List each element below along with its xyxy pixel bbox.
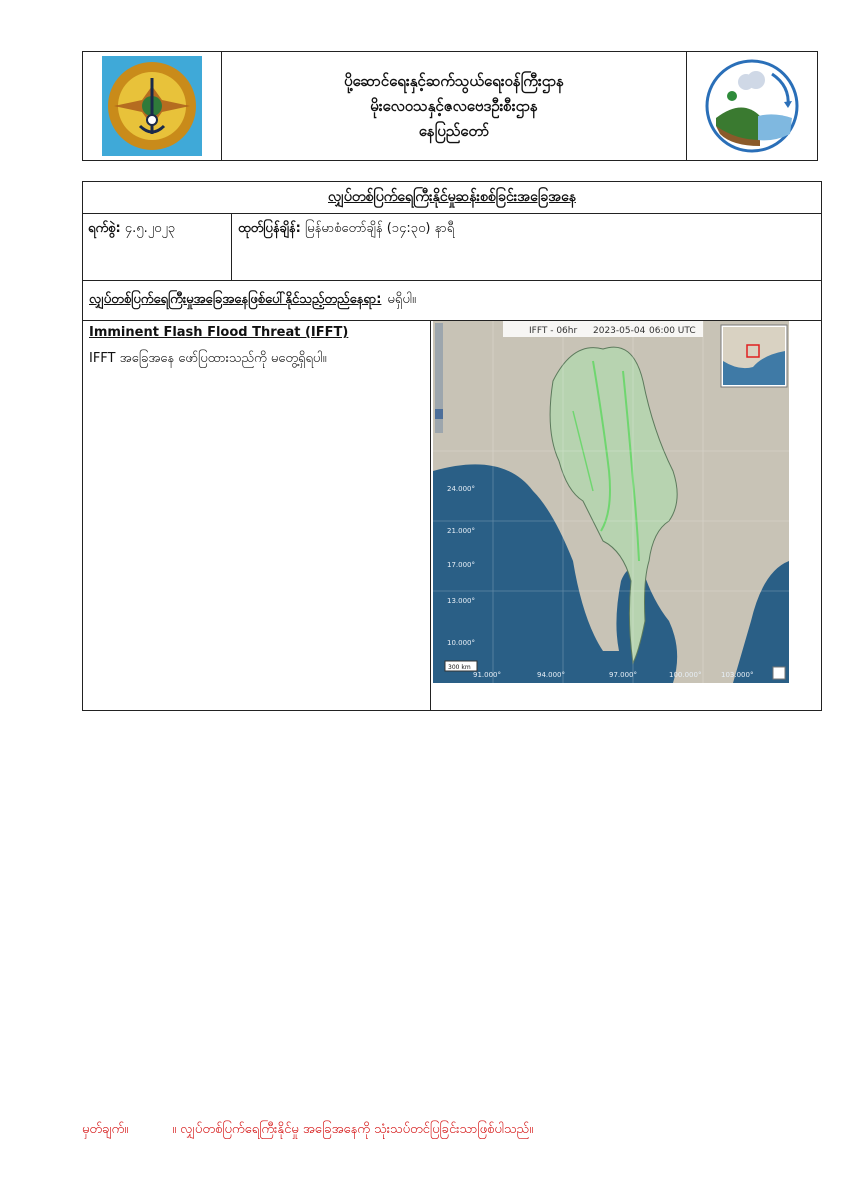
issue-time-value: မြန်မာစံတော်ချိန် (၁၄:၃၀) နာရီ: [305, 221, 455, 236]
ifft-description-cell: [83, 321, 431, 710]
lon-label: 103.000°: [721, 671, 754, 679]
report-title-row: [83, 182, 821, 214]
status-value: မရှိပါ။: [387, 292, 416, 307]
lat-label: 21.000°: [447, 527, 475, 535]
status-label: လျှပ်တစ်ပြက်ရေကြီးမှုအခြေအနေဖြစ်ပေါ်နိုင်သည့်တည်နေရာ:: [89, 292, 382, 307]
map-cell: [431, 321, 821, 710]
location-name: နေပြည်တော်: [418, 121, 490, 140]
date-value: ၄.၅.၂၀၂၃: [124, 221, 176, 236]
lon-label: 94.000°: [537, 671, 565, 679]
lon-label: 91.000°: [473, 671, 501, 679]
lat-label: 24.000°: [447, 485, 475, 493]
footer-note-text: ။ လျှပ်တစ်ပြက်ရေကြီးနိုင်မှု အခြေအနေကို သုံးသပ်တင်ပြခြင်းသာဖြစ်ပါသည်။: [172, 1122, 534, 1137]
lon-label: 100.000°: [669, 671, 702, 679]
map-banner-time: 06:00 UTC: [649, 326, 696, 336]
issue-time-cell: [232, 214, 821, 280]
ifft-map: [433, 321, 789, 683]
report-title: လျှပ်တစ်ပြက်ရေကြီးနိုင်မှုဆန်းစစ်ခြင်းအခြေအနေ: [328, 189, 576, 205]
status-row: [83, 281, 821, 321]
footer-note: [82, 1121, 782, 1140]
report-table: [82, 181, 822, 711]
scale-bar-label: 300 km: [448, 664, 471, 671]
lon-label: 97.000°: [609, 671, 637, 679]
water-cycle-logo: [702, 56, 802, 156]
footer-note-label: မှတ်ချက်။: [82, 1122, 129, 1137]
ministry-name: ပို့ဆောင်ရေးနှင့်ဆက်သွယ်ရေးဝန်ကြီးဌာန: [344, 71, 564, 90]
ministry-logo: [102, 56, 202, 156]
report-info-row: [83, 214, 821, 281]
issue-time-label: ထုတ်ပြန်ချိန်:: [238, 221, 301, 236]
date-label: ရက်စွဲ:: [88, 221, 121, 236]
ministry-logo-cell: [83, 52, 222, 160]
header-titles: [222, 52, 687, 160]
ifft-title: Imminent Flash Flood Threat (IFFT): [89, 325, 349, 340]
lat-label: 17.000°: [447, 561, 475, 569]
lat-label: 13.000°: [447, 597, 475, 605]
map-banner-date: 2023-05-04: [593, 326, 646, 336]
document-header: [82, 51, 818, 161]
date-cell: [83, 214, 232, 280]
map-banner-product: IFFT - 06hr: [529, 326, 578, 336]
hydrology-logo-cell: [687, 52, 817, 160]
department-name: မိုးလေဝသနှင့်ဇလဗေဒဦးစီးဌာန: [370, 96, 538, 115]
lat-label: 10.000°: [447, 639, 475, 647]
ifft-text: IFFT အခြေအနေ ဖော်ပြထားသည်ကို မတွေ့ရှိရပါ။: [89, 351, 327, 366]
ifft-row: [83, 321, 821, 710]
